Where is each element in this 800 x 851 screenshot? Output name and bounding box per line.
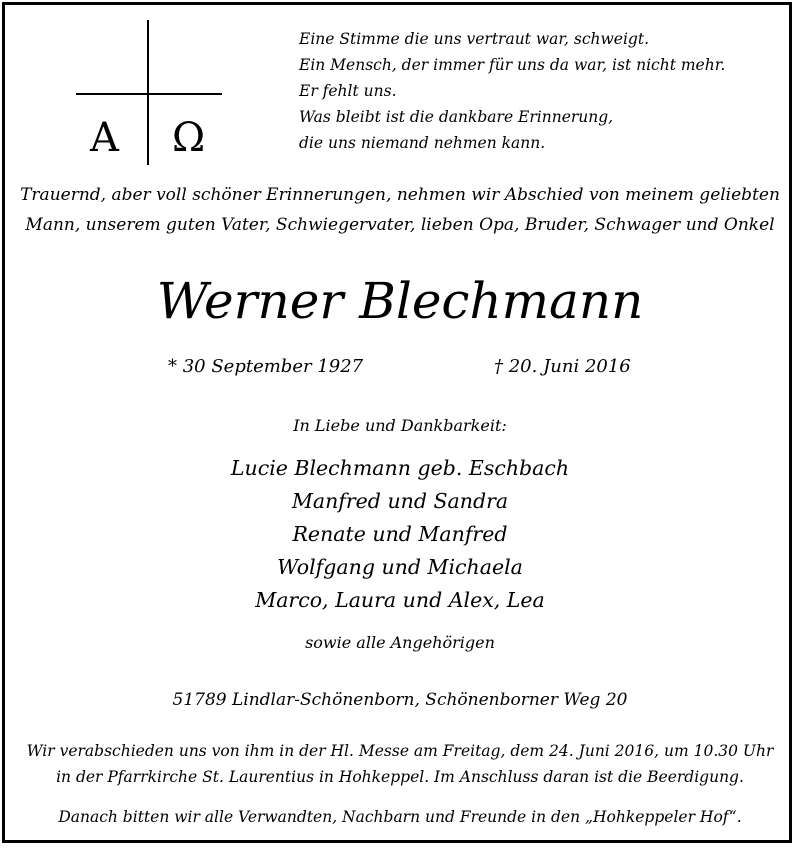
intro-line: Trauernd, aber voll schöner Erinnerungen, nehmen wir Abschied von meinem geliebten xyxy=(20,185,780,205)
service-info xyxy=(0,738,800,790)
service-line: Wir verabschieden uns von ihm in der Hl. Messe am Freitag, dem 24. Juni 2016, um 10.30 Uhr xyxy=(26,742,774,760)
alpha-symbol: A xyxy=(90,115,119,161)
mourners-list xyxy=(0,452,800,617)
cross-horizontal-bar xyxy=(76,93,222,95)
poem-line: Ein Mensch, der immer für uns da war, ist nicht mehr. xyxy=(299,56,726,74)
poem-line: Eine Stimme die uns vertraut war, schweigt. xyxy=(299,30,649,48)
mourner-name: Lucie Blechmann geb. Eschbach xyxy=(230,456,570,480)
relatives-line: sowie alle Angehörigen xyxy=(305,633,495,652)
mourners-heading: In Liebe und Dankbarkeit: xyxy=(293,416,507,435)
mourner-name: Wolfgang und Michaela xyxy=(277,555,523,579)
mourner-name: Marco, Laura und Alex, Lea xyxy=(255,588,545,612)
intro-line: Mann, unserem guten Vater, Schwiegervater, lieben Opa, Bruder, Schwager und Onkel xyxy=(25,215,775,235)
deceased-name: Werner Blechmann xyxy=(156,272,644,330)
cross-symbol xyxy=(72,20,222,170)
poem-line: die uns niemand nehmen kann. xyxy=(299,134,546,152)
omega-symbol: Ω xyxy=(172,115,206,161)
family-address: 51789 Lindlar-Schönenborn, Schönenborner Weg 20 xyxy=(172,690,628,710)
poem-line: Er fehlt uns. xyxy=(299,82,397,100)
intro-text xyxy=(10,180,790,240)
poem-line: Was bleibt ist die dankbare Erinnerung, xyxy=(299,108,614,126)
mourner-name: Renate und Manfred xyxy=(292,522,508,546)
mourner-name: Manfred und Sandra xyxy=(291,489,509,513)
death-date: † 20. Juni 2016 xyxy=(494,356,631,377)
birth-date: * 30 September 1927 xyxy=(168,356,364,377)
invitation-line: Danach bitten wir alle Verwandten, Nachbarn und Freunde in den „Hohkeppeler Hof“. xyxy=(58,808,742,826)
memorial-poem xyxy=(299,26,779,156)
service-line: in der Pfarrkirche St. Laurentius in Hohkeppel. Im Anschluss daran ist die Beerdigung. xyxy=(56,768,744,786)
